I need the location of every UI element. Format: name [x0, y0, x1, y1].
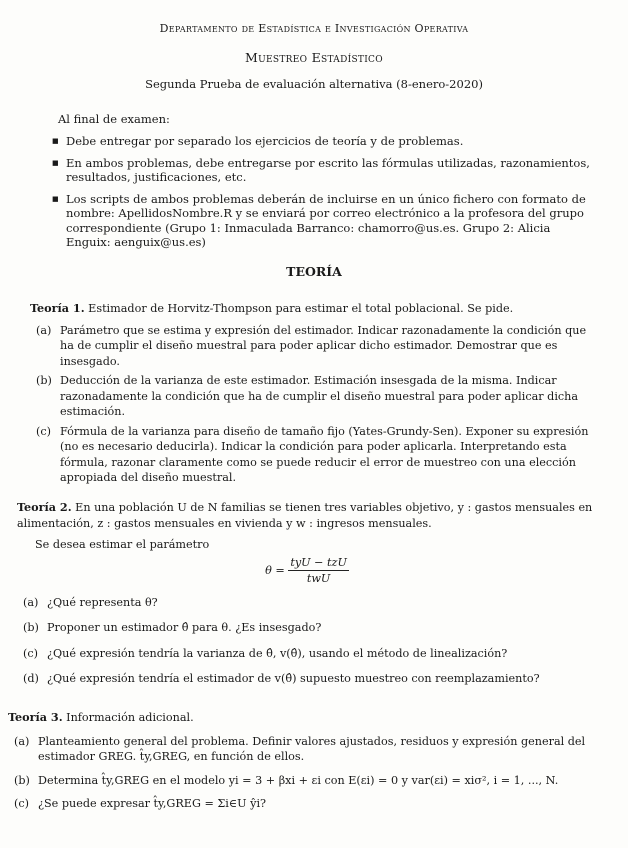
item-text: ¿Se puede expresar t̂y,GREG = Σi∈U ŷi? [38, 797, 267, 810]
item-text: Deducción de la varianza de este estimador. Estimación insesgada de la misma. Indicar razonadamente la condición que ha de cumplir el diseño muestral para poder aplicar dicha estimación. [60, 374, 579, 418]
item-text: Planteamiento general del problema. Definir valores ajustados, residuos y expresión general del estimador GREG. t̂y,GREG, en función de ellos. [38, 734, 586, 763]
list-item [8, 734, 598, 765]
item-label: (c) [14, 797, 29, 810]
teoria-3-heading: Teoría 3. [8, 710, 63, 724]
item-label: (d) [23, 672, 39, 685]
instructions-intro: Al final de examen: [58, 112, 170, 126]
instruction-item: ■ Debe entregar por separado los ejercicios de teoría y de problemas. [52, 134, 592, 149]
instructions-list [52, 134, 592, 250]
list-item [30, 323, 595, 370]
teoria-1 [30, 301, 595, 490]
teoria-2-lead: Se desea estimar el parámetro [35, 538, 210, 551]
teoria-1-heading: Teoría 1. [30, 301, 85, 315]
list-item [30, 424, 595, 486]
formula-numerator: tyU − tzU [288, 555, 349, 572]
list-item [17, 646, 597, 662]
item-label: (b) [14, 773, 30, 787]
teoria-2 [17, 500, 597, 697]
item-label: (c) [36, 424, 51, 438]
list-item [17, 671, 597, 687]
item-label: (a) [36, 323, 52, 337]
teoria-2-heading: Teoría 2. [17, 500, 72, 514]
teoria-3-text: Información adicional. [66, 711, 194, 724]
list-item [8, 796, 598, 812]
item-text: Parámetro que se estima y expresión del estimador. Indicar razonadamente la condición que ha de cumplir el diseño muestral para poder aplicar dicho estimador. Demostrar que es insesgado. [60, 323, 587, 368]
item-text: ¿Qué expresión tendría el estimador de v(θ̂) supuesto muestreo con reemplazamiento? [47, 672, 540, 685]
list-item [17, 595, 597, 611]
theta-formula [17, 555, 597, 587]
teoria-1-text: Estimador de Horvitz-Thompson para estimar el total poblacional. Se pide. [88, 302, 514, 315]
instruction-item: ■ Los scripts de ambos problemas deberán de incluirse en un único fichero con formato de nombre: ApellidosNombre.R y se enviará por correo electrónico a la profesora del grupo correspondiente (Grupo 1: Inmaculada Barranco: chamorro@us.es. Grupo 2: Alicia Enguix: aenguix@us.es) [52, 192, 592, 250]
list-item [30, 373, 595, 420]
item-label: (a) [14, 734, 30, 748]
item-label: (b) [36, 374, 52, 387]
item-label: (c) [23, 646, 38, 660]
item-label: (a) [23, 595, 39, 609]
item-label: (b) [23, 621, 39, 634]
item-text: Fórmula de la varianza para diseño de tamaño fijo (Yates-Grundy-Sen). Exponer su expresión (no es necesario deducirla). Indicar la condición para poder aplicarla. Interpretando esta fórmula, razonar claramente como se puede reducir el error de muestreo con una elección apropiada del diseño muestral. [60, 424, 589, 484]
formula-lhs: θ = [265, 563, 285, 577]
course-title: Muestreo Estadístico [245, 50, 383, 65]
item-text: ¿Qué representa θ? [47, 595, 158, 609]
list-item [17, 620, 597, 636]
list-item [8, 773, 598, 789]
exam-title: Segunda Prueba de evaluación alternativa (8-enero-2020) [145, 77, 483, 91]
teoria-3 [8, 710, 598, 820]
section-title: TEORÍA [286, 264, 342, 279]
teoria-2-text: En una población U de N familias se tienen tres variables objetivo, y : gastos mensuales en alimentación, z : gastos mensuales en vivienda y w : ingresos mensuales. [17, 501, 593, 530]
item-text: ¿Qué expresión tendría la varianza de θ̂, v(θ̂), usando el método de linealización? [47, 646, 508, 660]
instructions [52, 112, 592, 257]
formula-fraction [288, 555, 349, 587]
instruction-item: ■ En ambos problemas, debe entregarse por escrito las fórmulas utilizadas, razonamientos, resultados, justificaciones, etc. [52, 156, 592, 185]
item-text: Proponer un estimador θ̂ para θ. ¿Es insesgado? [47, 621, 322, 634]
item-text: Determina t̂y,GREG en el modelo yi = 3 + βxi + εi con E(εi) = 0 y var(εi) = xiσ², i = 1, ..., N. [38, 773, 559, 787]
department-title: Departamento de Estadística e Investigación Operativa [159, 22, 469, 35]
formula-denominator: twU [306, 572, 331, 585]
